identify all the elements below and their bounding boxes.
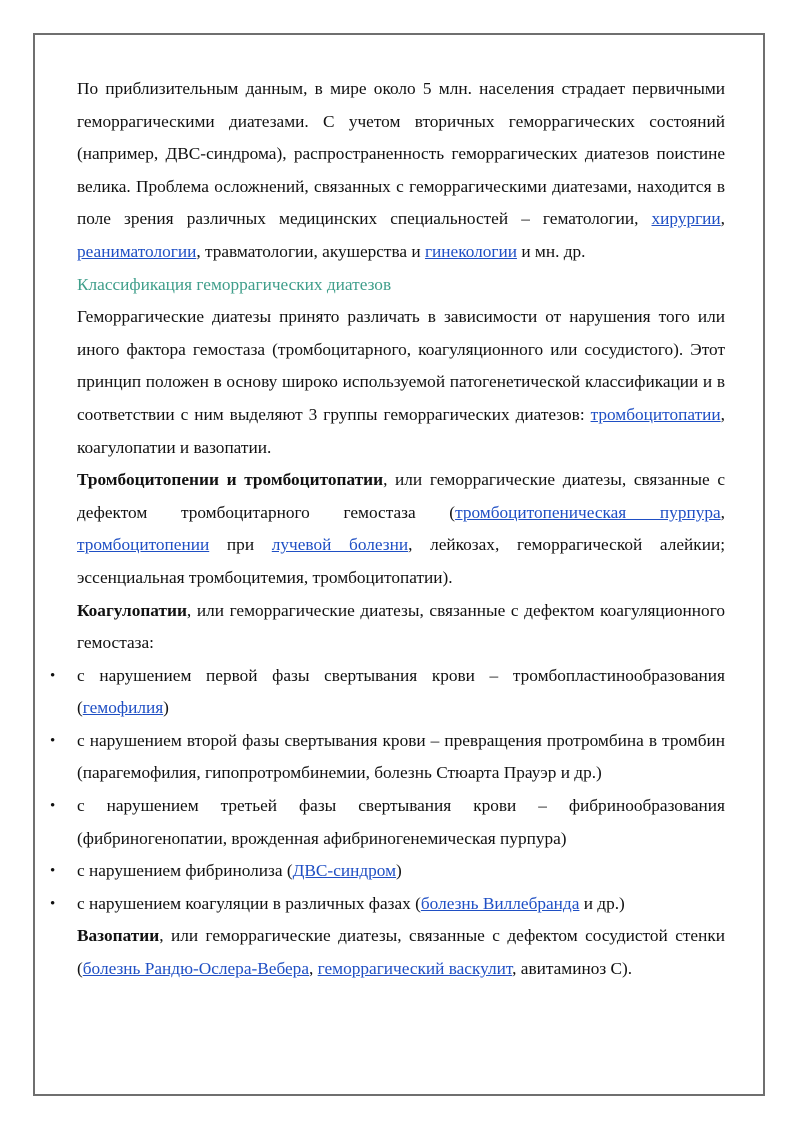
section-heading: Классификация геморрагических диатезов [77, 274, 392, 294]
vasopathy-text: , или геморрагические диатезы, связанные с дефектом сосудистой стенки ( [77, 926, 725, 979]
classification-paragraph [77, 301, 725, 464]
link-hemorrhagic-vasculitis[interactable]: геморрагический васкулит [317, 959, 513, 979]
link-von-willebrand[interactable]: болезнь Виллебранда [420, 893, 580, 913]
coagulopathy-list [50, 660, 725, 921]
link-thrombocytopenic-purpura[interactable]: тромбоцитопеническая пурпура [455, 502, 721, 522]
list-item-text: с нарушением второй фазы свертывания крови – превращения протромбина в тромбин (парагемофилия, гипопротромбинемии, болезнь Стюарта Прауэр и др.) [77, 730, 725, 783]
intro-paragraph [77, 73, 725, 269]
vasopathy-paragraph [77, 920, 725, 985]
thrombo-text: , или геморрагические диатезы, связанные с дефектом тромбоцитарного гемостаза ( [77, 470, 725, 522]
list-item-text: ) [396, 861, 402, 881]
bullet-icon: • [50, 895, 56, 912]
link-hemophilia[interactable]: гемофилия [82, 698, 164, 718]
vasopathy-text: , авитаминоз С). [512, 959, 633, 979]
document-page [33, 33, 765, 1096]
bullet-icon: • [50, 732, 56, 749]
link-gynecology[interactable]: гинекологии [424, 241, 518, 261]
thrombo-text: , [720, 502, 725, 522]
link-thrombocytopathy[interactable]: тромбоцитопатии [590, 404, 721, 424]
intro-text: , травматологии, акушерства и [196, 241, 425, 261]
list-item-text: с нарушением фибринолиза ( [77, 861, 293, 881]
document-body [50, 73, 725, 986]
list-item-text: с нарушением третьей фазы свертывания крови – фибринообразования (фибриногенопатии, врожденная афибриногенемическая пурпура) [77, 796, 725, 848]
link-reanimatology[interactable]: реаниматологии [77, 241, 197, 261]
thrombo-text: при [209, 535, 272, 555]
list-item-text: ) [163, 698, 169, 718]
list-item-text: и др.) [579, 893, 625, 913]
link-thrombocytopenia[interactable]: тромбоцитопении [77, 535, 210, 555]
link-surgery[interactable]: хирургии [651, 209, 721, 229]
thrombo-term: Тромбоцитопении и тромбоцитопатии [77, 470, 384, 490]
intro-text: По приблизительным данным, в мире около 5 млн. населения страдает первичными геморрагическими диатезами. С учетом вторичных геморрагических состояний (например, ДВС-синдрома), распространенность геморрагических диатезов поистине велика. Проблема осложнений, связанных с геморрагическими диатезами, находится в поле зрения различных медицинских специальностей – гематологии, [77, 79, 725, 229]
list-item [50, 888, 725, 921]
classification-text: Геморрагические диатезы принято различать в зависимости от нарушения того или иного фактора гемостаза (тромбоцитарного, коагуляционного или сосудистого). Этот принцип положен в основу широко используемой патогенетической классификации и в соответствии с ним выделяют 3 группы геморрагических диатезов: [77, 307, 725, 424]
link-rendu-osler-weber[interactable]: болезнь Рандю-Ослера-Вебера [82, 959, 309, 979]
list-item [50, 660, 725, 725]
link-dic-syndrome[interactable]: ДВС-синдром [292, 861, 397, 881]
intro-text: , [720, 209, 725, 229]
list-item-text: с нарушением первой фазы свертывания крови – тромбопластинообразования ( [77, 665, 725, 718]
vasopathy-text: , [309, 959, 318, 979]
bullet-icon: • [50, 863, 56, 880]
bullet-icon: • [50, 798, 56, 815]
list-item [50, 790, 725, 855]
coagulopathy-text: , или геморрагические диатезы, связанные с дефектом коагуляционного гемостаза: [77, 600, 725, 653]
intro-text: и мн. др. [517, 241, 586, 261]
thrombo-text: , лейкозах, геморрагической алейкии; эссенциальная тромбоцитемия, тромбоцитопатии). [77, 535, 725, 587]
list-item-text: с нарушением коагуляции в различных фазах ( [77, 893, 421, 913]
list-item [50, 855, 725, 888]
vasopathy-term: Вазопатии [77, 926, 160, 946]
classification-text: , коагулопатии и вазопатии. [77, 404, 725, 457]
coagulopathy-paragraph [77, 595, 725, 660]
list-item [50, 725, 725, 790]
coagulopathy-term: Коагулопатии [77, 600, 187, 620]
thrombo-paragraph [77, 464, 725, 594]
link-radiation-sickness[interactable]: лучевой болезни [271, 535, 409, 555]
bullet-icon: • [50, 667, 56, 684]
